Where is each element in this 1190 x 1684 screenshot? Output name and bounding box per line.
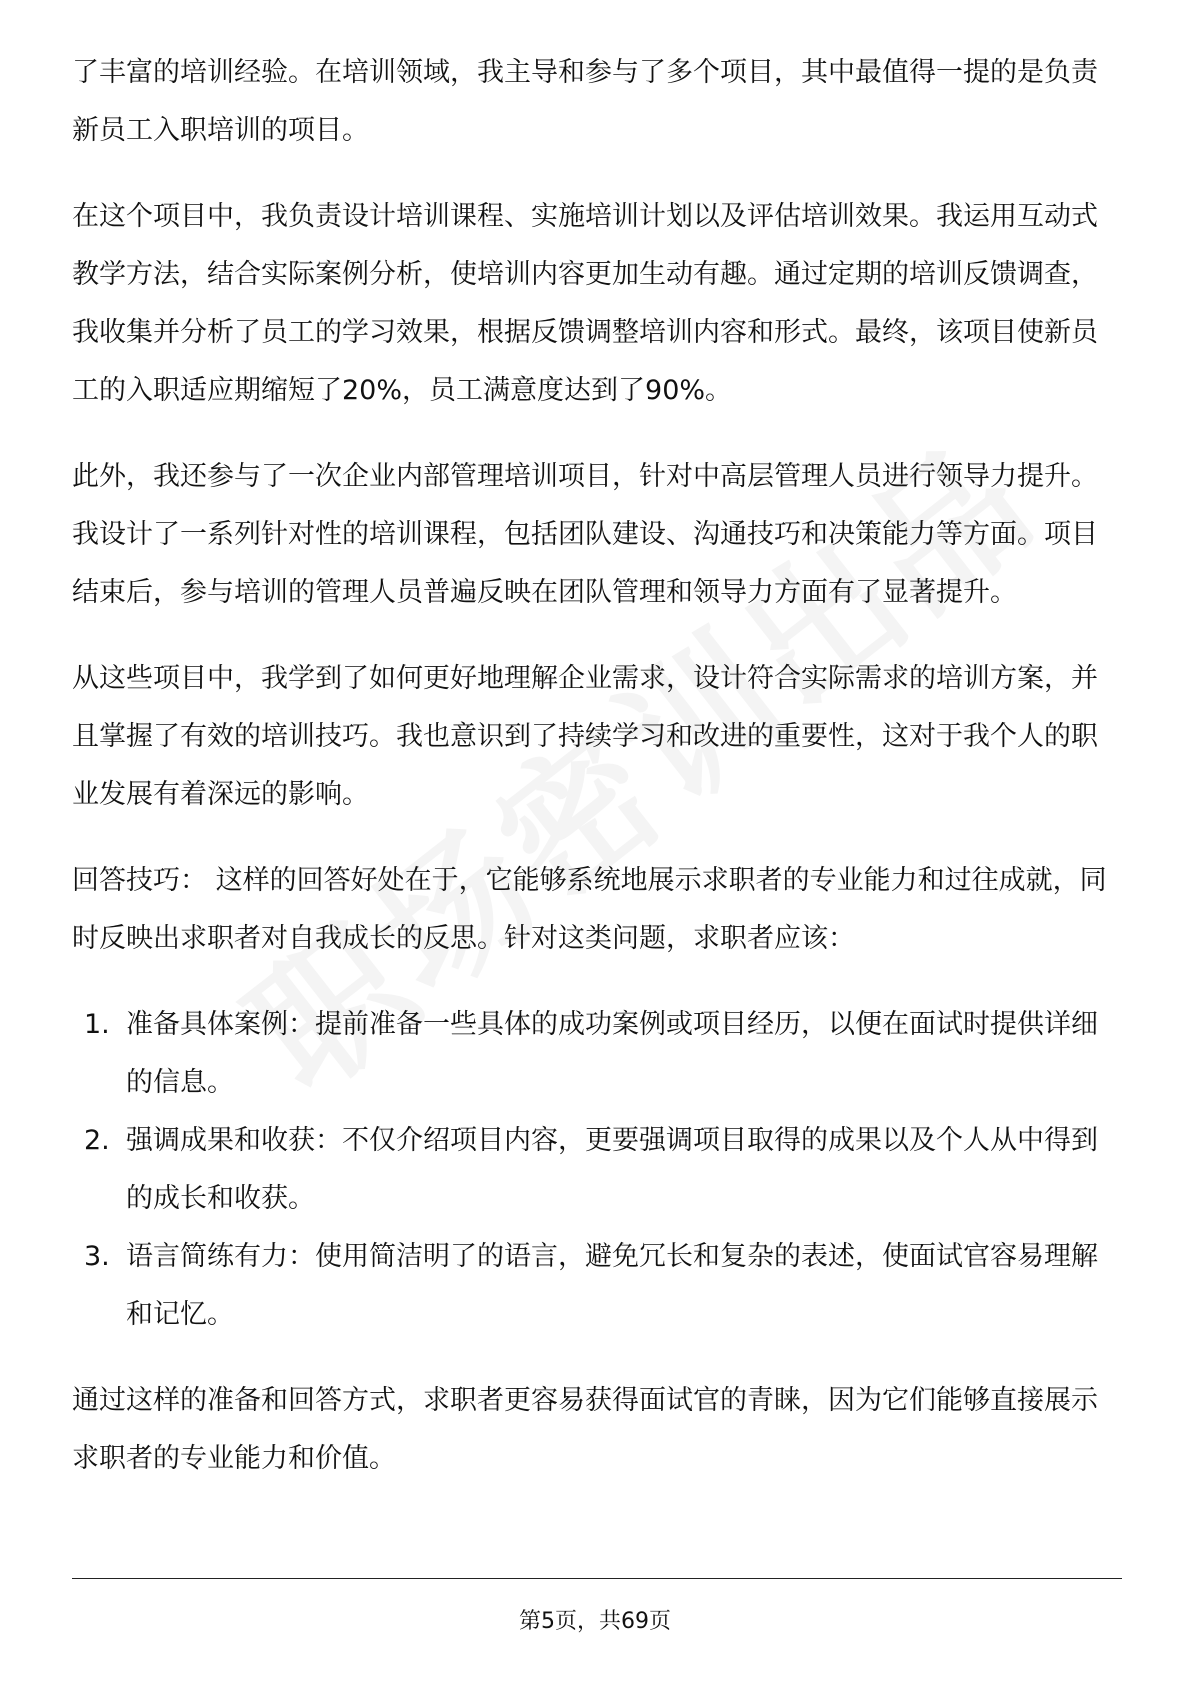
paragraph-training-experience: 了丰富的培训经验。在培训领域，我主导和参与了多个项目，其中最值得一提的是负责新员工入职培训的项目。	[72, 57, 1098, 146]
list-item-text: 语言简练有力：使用简洁明了的语言，避免冗长和复杂的表述，使面试官容易理解和记忆。	[126, 1241, 1098, 1330]
paragraph-closing: 通过这样的准备和回答方式，求职者更容易获得面试官的青睐，因为它们能够直接展示求职者的专业能力和价值。	[72, 1385, 1098, 1474]
list-item-number: 2.	[84, 1125, 110, 1156]
document-body	[72, 44, 1122, 1516]
paragraph-answer-tips: 回答技巧： 这样的回答好处在于，它能够系统地展示求职者的专业能力和过往成就，同时反映出求职者对自我成长的反思。针对这类问题，求职者应该：	[72, 865, 1107, 954]
footer-divider	[72, 1578, 1122, 1579]
list-item-number: 1.	[84, 1009, 110, 1040]
list-item-text: 准备具体案例：提前准备一些具体的成功案例或项目经历，以便在面试时提供详细的信息。	[126, 1009, 1098, 1098]
paragraph-onboarding-project: 在这个项目中，我负责设计培训课程、实施培训计划以及评估培训效果。我运用互动式教学方法，结合实际案例分析，使培训内容更加生动有趣。通过定期的培训反馈调查，我收集并分析了员工的学习效果，根据反馈调整培训内容和形式。最终，该项目使新员工的入职适应期缩短了20%，员工满意度达到了90%。	[72, 201, 1098, 406]
list-item	[72, 1112, 1122, 1228]
list-item-number: 3.	[84, 1241, 110, 1272]
paragraph-management-training: 此外，我还参与了一次企业内部管理培训项目，针对中高层管理人员进行领导力提升。我设计了一系列针对性的培训课程，包括团队建设、沟通技巧和决策能力等方面。项目结束后，参与培训的管理人员普遍反映在团队管理和领导力方面有了显著提升。	[72, 461, 1098, 608]
list-item	[72, 1228, 1122, 1344]
page-number: 第5页，共69页	[519, 1609, 671, 1634]
tips-list	[72, 996, 1122, 1344]
paragraph-lessons-learned: 从这些项目中，我学到了如何更好地理解企业需求，设计符合实际需求的培训方案，并且掌握了有效的培训技巧。我也意识到了持续学习和改进的重要性，这对于我个人的职业发展有着深远的影响。	[72, 663, 1098, 810]
list-item-text: 强调成果和收获：不仅介绍项目内容，更要强调项目取得的成果以及个人从中得到的成长和收获。	[126, 1125, 1098, 1214]
list-item	[72, 996, 1122, 1112]
